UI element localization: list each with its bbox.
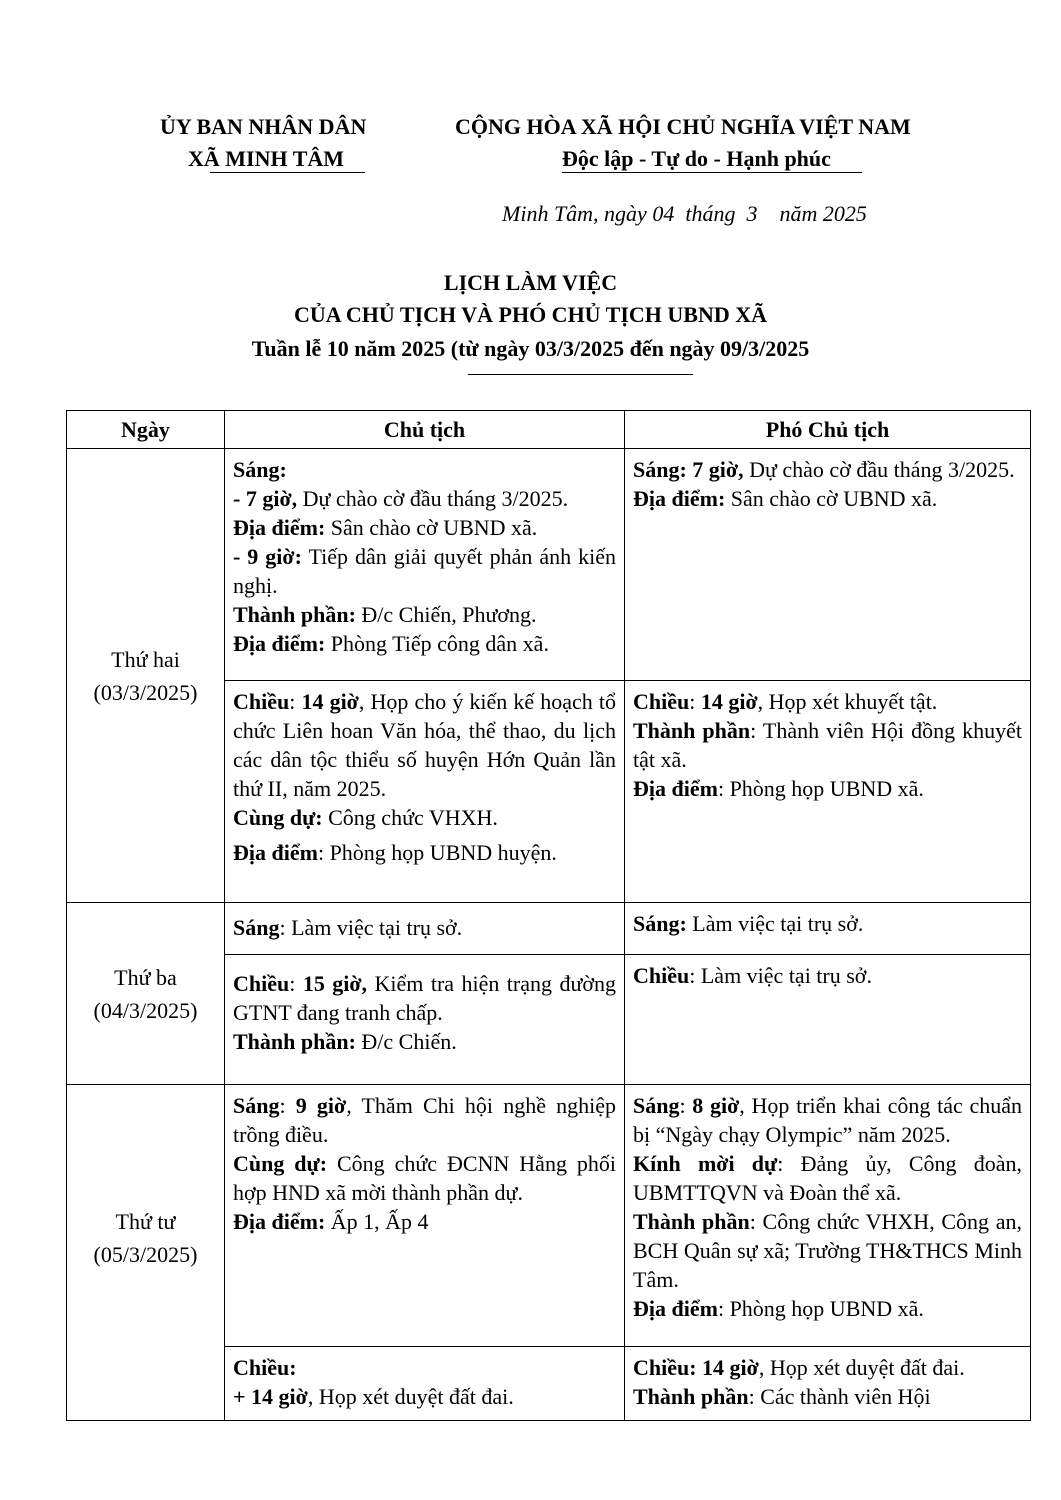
- place-date: Minh Tâm, ngày 04 tháng 3 năm 2025: [502, 201, 867, 226]
- schedule-table: [66, 410, 1031, 1421]
- doc-title: LỊCH LÀM VIỆC: [443, 270, 618, 295]
- chair-morning-wednesday: [225, 1085, 625, 1347]
- chair-morning-tuesday: [225, 903, 625, 955]
- entry-line: Chiều: Làm việc tại trụ sở.: [633, 963, 872, 988]
- entry-line: Sáng: Làm việc tại trụ sở.: [233, 915, 463, 940]
- nation-motto: Độc lập - Tự do - Hạnh phúc: [562, 146, 831, 171]
- entry-line: Thành phần: Công chức VHXH, Công an, BCH Quân sự xã; Trường TH&THCS Minh Tâm.: [633, 1209, 1022, 1292]
- doc-week: Tuần lễ 10 năm 2025 (từ ngày 03/3/2025 đến ngày 09/3/2025: [251, 336, 810, 361]
- entry-line: Cùng dự: Công chức VHXH.: [233, 805, 498, 830]
- vice-morning-tuesday: [625, 903, 1031, 955]
- entry-line: Thành phần: Các thành viên Hội: [633, 1384, 931, 1409]
- session-label: Sáng:: [233, 457, 287, 482]
- chair-afternoon-wednesday: [225, 1347, 625, 1421]
- entry-line: Địa điểm: Sân chào cờ UBND xã.: [233, 515, 538, 540]
- chair-afternoon-monday: [225, 681, 625, 903]
- entry-line: Thành phần: Đ/c Chiến, Phương.: [233, 602, 537, 627]
- entry-line: Thành phần: Đ/c Chiến.: [233, 1029, 457, 1054]
- entry-line: Sáng: Làm việc tại trụ sở.: [633, 911, 864, 936]
- entry-line: Địa điểm: Ấp 1, Ấp 4: [233, 1209, 429, 1234]
- entry-line: Chiều: 14 giờ, Họp xét duyệt đất đai.: [633, 1355, 965, 1380]
- vice-afternoon-monday: [625, 681, 1031, 903]
- entry-line: Sáng: 9 giờ, Thăm Chi hội nghề nghiệp trồng điều.: [233, 1093, 616, 1147]
- day-cell-wednesday: [67, 1085, 225, 1421]
- entry-line: Chiều: 14 giờ, Họp cho ý kiến kế hoạch tổ chức Liên hoan Văn hóa, thể thao, du lịch các dân tộc thiểu số huyện Hớn Quản lần thứ II, năm 2025.: [233, 689, 617, 801]
- session-label: Chiều:: [233, 1355, 297, 1380]
- entry-line: - 9 giờ: Tiếp dân giải quyết phản ánh kiến nghị.: [233, 544, 616, 598]
- vice-morning-monday: [625, 449, 1031, 681]
- day-date: (03/3/2025): [93, 679, 198, 705]
- entry-line: Thành phần: Thành viên Hội đồng khuyết tật xã.: [633, 718, 1022, 772]
- org-name-line2: XÃ MINH TÂM: [188, 146, 345, 171]
- day-date: (05/3/2025): [93, 1242, 198, 1267]
- nation-title: CỘNG HÒA XÃ HỘI CHỦ NGHĨA VIỆT NAM: [455, 114, 911, 139]
- entry-line: Cùng dự: Công chức ĐCNN Hằng phối hợp HND xã mời thành phần dự.: [233, 1151, 616, 1205]
- entry-line: Kính mời dự: Đảng ủy, Công đoàn, UBMTTQVN và Đoàn thể xã.: [633, 1151, 1022, 1205]
- day-name: Thứ tư: [115, 1209, 176, 1234]
- day-name: Thứ ba: [114, 964, 177, 990]
- col-header-vice: Phó Chủ tịch: [625, 411, 1031, 449]
- week-underline: [468, 374, 693, 375]
- entry-line: Địa điểm: Phòng họp UBND huyện.: [233, 840, 557, 865]
- chair-morning-monday: [225, 449, 625, 681]
- col-header-day: Ngày: [67, 411, 225, 449]
- entry-line: Chiều: 15 giờ, Kiểm tra hiện trạng đường GTNT đang tranh chấp.: [233, 971, 617, 1025]
- doc-subtitle: CỦA CHỦ TỊCH VÀ PHÓ CHỦ TỊCH UBND XÃ: [293, 302, 768, 327]
- day-cell-tuesday: [67, 903, 225, 1085]
- org-underline: [210, 172, 365, 173]
- entry-line: Địa điểm: Phòng họp UBND xã.: [633, 776, 924, 801]
- entry-line: Chiều: 14 giờ, Họp xét khuyết tật.: [633, 689, 938, 714]
- entry-line: + 14 giờ, Họp xét duyệt đất đai.: [233, 1384, 514, 1409]
- entry-line: Địa điểm: Sân chào cờ UBND xã.: [633, 486, 938, 511]
- day-name: Thứ hai: [111, 646, 180, 672]
- table-row: [67, 903, 1031, 955]
- vice-afternoon-wednesday: [625, 1347, 1031, 1421]
- chair-afternoon-tuesday: [225, 955, 625, 1085]
- col-header-chair: Chủ tịch: [225, 411, 625, 449]
- table-row: [67, 449, 1031, 681]
- entry-line: - 7 giờ, Dự chào cờ đầu tháng 3/2025.: [233, 486, 569, 511]
- table-header-row: [67, 411, 1031, 449]
- day-cell-monday: [67, 449, 225, 903]
- entry-line: Địa điểm: Phòng Tiếp công dân xã.: [233, 631, 549, 656]
- entry-line: Sáng: 8 giờ, Họp triển khai công tác chuẩn bị “Ngày chạy Olympic” năm 2025.: [633, 1093, 1022, 1147]
- entry-line: Sáng: 7 giờ, Dự chào cờ đầu tháng 3/2025.: [633, 457, 1015, 482]
- table-row: [67, 1085, 1031, 1347]
- entry-line: Địa điểm: Phòng họp UBND xã.: [633, 1296, 924, 1321]
- day-date: (04/3/2025): [93, 997, 198, 1023]
- vice-morning-wednesday: [625, 1085, 1031, 1347]
- org-name-line1: ỦY BAN NHÂN DÂN: [160, 114, 367, 139]
- motto-underline: [562, 172, 862, 173]
- vice-afternoon-tuesday: [625, 955, 1031, 1085]
